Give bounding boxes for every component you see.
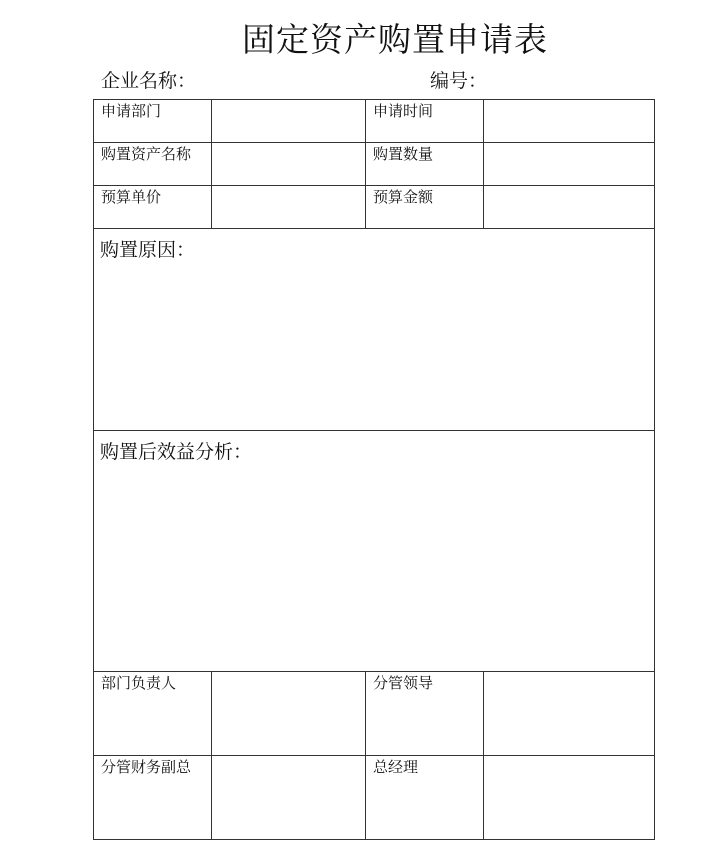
table-row <box>94 143 655 186</box>
finance-vp-signature-field[interactable] <box>212 756 366 840</box>
apply-time-label-cell <box>366 100 484 143</box>
dept-head-label-cell <box>94 672 212 756</box>
gm-label: 总经理 <box>373 758 419 776</box>
apply-dept-field[interactable] <box>212 100 366 143</box>
table-row <box>94 431 655 672</box>
dept-head-label: 部门负责人 <box>101 674 177 692</box>
benefit-field[interactable] <box>94 431 655 672</box>
gm-label-cell <box>366 756 484 840</box>
reason-field[interactable] <box>94 229 655 431</box>
unit-price-field[interactable] <box>212 186 366 229</box>
asset-name-label: 购置资产名称 <box>101 145 192 163</box>
division-leader-signature-field[interactable] <box>484 672 655 756</box>
dept-head-signature-field[interactable] <box>212 672 366 756</box>
unit-price-label: 预算单价 <box>101 188 162 206</box>
asset-name-field[interactable] <box>212 143 366 186</box>
amount-label: 预算金额 <box>373 188 434 206</box>
quantity-label-cell <box>366 143 484 186</box>
table-row <box>94 672 655 756</box>
apply-time-field[interactable] <box>484 100 655 143</box>
asset-name-label-cell <box>94 143 212 186</box>
benefit-label: 购置后效益分析： <box>100 441 253 463</box>
table-row <box>94 186 655 229</box>
form-number-label: 编号： <box>430 70 488 92</box>
finance-vp-label: 分管财务副总 <box>101 758 192 776</box>
table-row <box>94 100 655 143</box>
page-title: 固定资产购置申请表 <box>242 20 548 59</box>
division-leader-label: 分管领导 <box>373 674 434 692</box>
unit-price-label-cell <box>94 186 212 229</box>
gm-signature-field[interactable] <box>484 756 655 840</box>
apply-dept-label-cell <box>94 100 212 143</box>
quantity-label: 购置数量 <box>373 145 434 163</box>
apply-dept-label: 申请部门 <box>101 102 162 120</box>
quantity-field[interactable] <box>484 143 655 186</box>
reason-label: 购置原因： <box>100 239 196 261</box>
apply-time-label: 申请时间 <box>373 102 434 120</box>
table-row <box>94 756 655 840</box>
amount-field[interactable] <box>484 186 655 229</box>
table-row <box>94 229 655 431</box>
division-leader-label-cell <box>366 672 484 756</box>
finance-vp-label-cell <box>94 756 212 840</box>
amount-label-cell <box>366 186 484 229</box>
application-form-table <box>93 99 655 840</box>
company-name-label: 企业名称： <box>101 70 197 92</box>
